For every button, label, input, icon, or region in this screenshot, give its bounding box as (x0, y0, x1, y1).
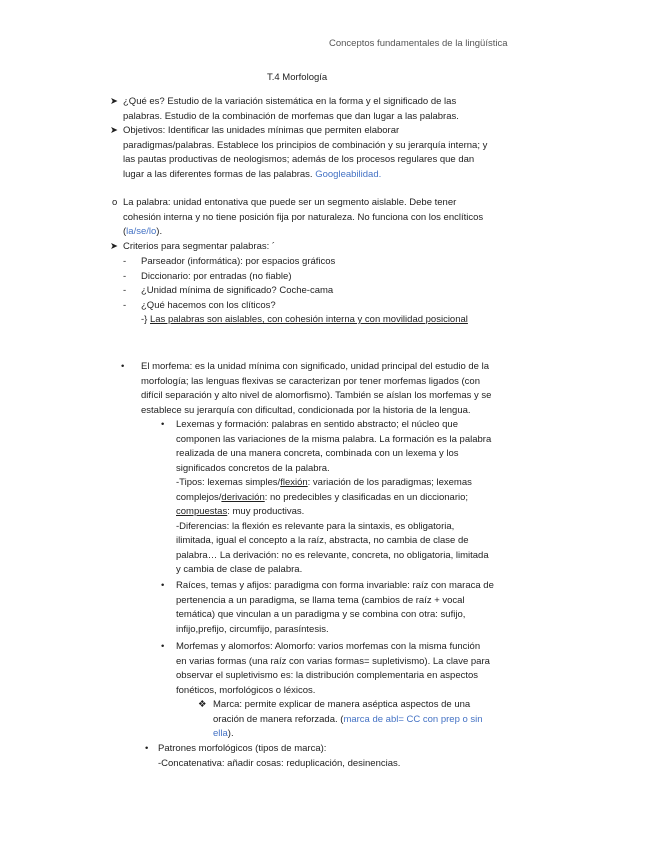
conclusion-text: Las palabras son aislables, con cohesión interna y con movilidad posicional (149, 314, 468, 325)
objetivos-line-4-text: lugar a las diferentes formas de las palabras. (123, 168, 313, 180)
lexemas-line-4: significados concretos de la palabra. (176, 462, 330, 474)
diamond-bullet-icon: ❖ (198, 699, 207, 710)
lexemas-line-1: Lexemas y formación: palabras en sentido abstracto; el núcleo que (176, 419, 458, 430)
alomorfos-line-4: fonéticos, morfológicos o léxicos. (176, 684, 316, 696)
que-es-line-2: palabras. Estudio de la combinación de morfemas que dan lugar a las palabras. (123, 110, 459, 122)
raices-line-2: pertenencia a un paradigma, se llama tema (cambios de raíz + vocal (176, 594, 465, 606)
marca-line-2 (213, 713, 483, 728)
dash-bullet-icon: - (123, 285, 127, 296)
googleabilidad-link[interactable]: Googleabilidad. (315, 168, 382, 180)
morfema-line-4: establece su jerarquía con dificultad, condicionada por la historia de la lengua. (141, 404, 471, 416)
dot-bullet-icon: • (121, 361, 125, 372)
cliticos-link[interactable]: la/se/lo (126, 226, 157, 237)
marca-close: ). (227, 728, 234, 739)
morfema-line-3: difícil separación y alto nivel de alomorfismo). También se aíslan los morfemas y se (141, 390, 492, 401)
palabra-line-3 (123, 225, 162, 240)
raices-line-3: temática) que vinculan a un paradigma y se combina con otra: sufijo, (176, 609, 466, 620)
marca-abl-link-end[interactable]: ella (213, 728, 228, 739)
marca-text: oración de manera reforzada. ( (213, 713, 344, 725)
dot-bullet-icon: • (161, 580, 165, 591)
tipos-text-b: : variación de los paradigmas; lexemas (307, 477, 472, 488)
alomorfos-line-1: Morfemas y alomorfos: Alomorfo: varios morfemas con la misma función (176, 641, 481, 652)
dot-bullet-icon: • (161, 419, 165, 430)
patrones-line-2: -Concatenativa: añadir cosas: reduplicación, desinencias. (158, 757, 401, 769)
marca-abl-link[interactable]: marca de abl= CC con prep o sin (343, 713, 483, 725)
arrow-bullet-icon: ➤ (110, 241, 118, 252)
running-header: Conceptos fundamentales de la lingüística (329, 38, 508, 49)
lexemas-line-3: realizada de una manera concreta, combinada con un lexema y los (176, 448, 459, 459)
paren-close: ). (156, 226, 163, 237)
que-es-line-1: ¿Qué es? Estudio de la variación sistemática en la forma y el significado de las (123, 96, 457, 107)
lexemas-line-2: componen las variaciones de la misma palabra. La formación es la palabra (176, 433, 492, 445)
tipos2-text: complejos/ (176, 491, 222, 503)
objetivos-line-1: Objetivos: Identificar las unidades mínimas que permiten elaborar (123, 125, 400, 136)
criterio-item: Parseador (informática): por espacios gráficos (141, 256, 336, 267)
tipos-text: -Tipos: lexemas simples/ (176, 477, 281, 488)
objetivos-line-3: las pautas productivas de neologismos; además de los procesos regulares que dan (123, 154, 475, 165)
alomorfos-line-2: en varias formas (una raíz con varias formas= supletivismo). La clave para (176, 655, 490, 667)
criterios-heading: Criterios para segmentar palabras: ´ (123, 241, 276, 252)
criterio-item: ¿Unidad mínima de significado? Coche-cama (141, 285, 334, 296)
objetivos-line-2: paradigmas/palabras. Establece los principios de combinación y su jerarquía interna; y (123, 139, 488, 151)
lexemas-dif-3: palabra… La derivación: no es relevante, concreta, no obligatoria, limitada (176, 549, 489, 561)
morfema-line-2: morfología; las lenguas flexivas se caracterizan por tener morfemas ligados (con (141, 375, 480, 387)
lexemas-dif-1: -Diferencias: la flexión es relevante para la sintaxis, es obligatoria, (176, 520, 455, 532)
patrones-line-1: Patrones morfológicos (tipos de marca): (158, 743, 327, 754)
dash-bullet-icon: - (123, 256, 127, 267)
flexion-term: flexión (280, 477, 308, 488)
page-title: T.4 Morfología (267, 72, 328, 83)
dot-bullet-icon: • (161, 641, 165, 652)
compuestas-term: compuestas (176, 506, 228, 517)
tipos3-text-b: : muy productivas. (227, 506, 305, 517)
dash-bullet-icon: - (123, 299, 127, 311)
lexemas-dif-4: y cambia de clase de palabra. (176, 564, 303, 575)
circle-bullet-icon: o (112, 197, 118, 208)
dot-bullet-icon: • (145, 743, 149, 754)
conclusion-prefix: -} (141, 314, 148, 325)
raices-line-1: Raíces, temas y afijos: paradigma con forma invariable: raíz con maraca de (176, 580, 494, 591)
lexemas-tipos-3 (176, 505, 304, 520)
morfema-line-1: El morfema: es la unidad mínima con significado, unidad principal del estudio de la (141, 361, 490, 372)
objetivos-line-4 (123, 168, 381, 183)
criterios-conclusion (141, 313, 468, 328)
dash-bullet-icon: - (123, 270, 127, 282)
alomorfos-line-3: observar el supletivismo es: la distribución complementaria en aspectos (176, 670, 479, 681)
derivacion-term: derivación (221, 491, 265, 503)
paren-open: ( (123, 226, 127, 237)
lexemas-tipos-1 (176, 476, 472, 491)
tipos2-text-b: : no predecibles y clasificadas en un diccionario; (264, 491, 469, 503)
raices-line-4: infijo,prefijo, circumfijo, parasíntesis. (176, 623, 329, 635)
marca-line-3 (213, 727, 234, 742)
palabra-line-2: cohesión interna y no tiene posición fija por naturaleza. No funciona con los enclíticos (123, 211, 484, 223)
criterio-item: Diccionario: por entradas (no fiable) (141, 270, 292, 282)
marca-line-1: Marca: permite explicar de manera aséptica aspectos de una (213, 699, 471, 710)
palabra-line-1: La palabra: unidad entonativa que puede ser un segmento aislable. Debe tener (123, 197, 457, 208)
arrow-bullet-icon: ➤ (110, 96, 118, 107)
arrow-bullet-icon: ➤ (110, 125, 118, 136)
lexemas-dif-2: ilimitada, igual el concepto a la raíz, abstracta, no cambia de clase de (176, 535, 469, 546)
criterio-item: ¿Qué hacemos con los clíticos? (141, 299, 276, 311)
lexemas-tipos-2 (176, 491, 468, 506)
